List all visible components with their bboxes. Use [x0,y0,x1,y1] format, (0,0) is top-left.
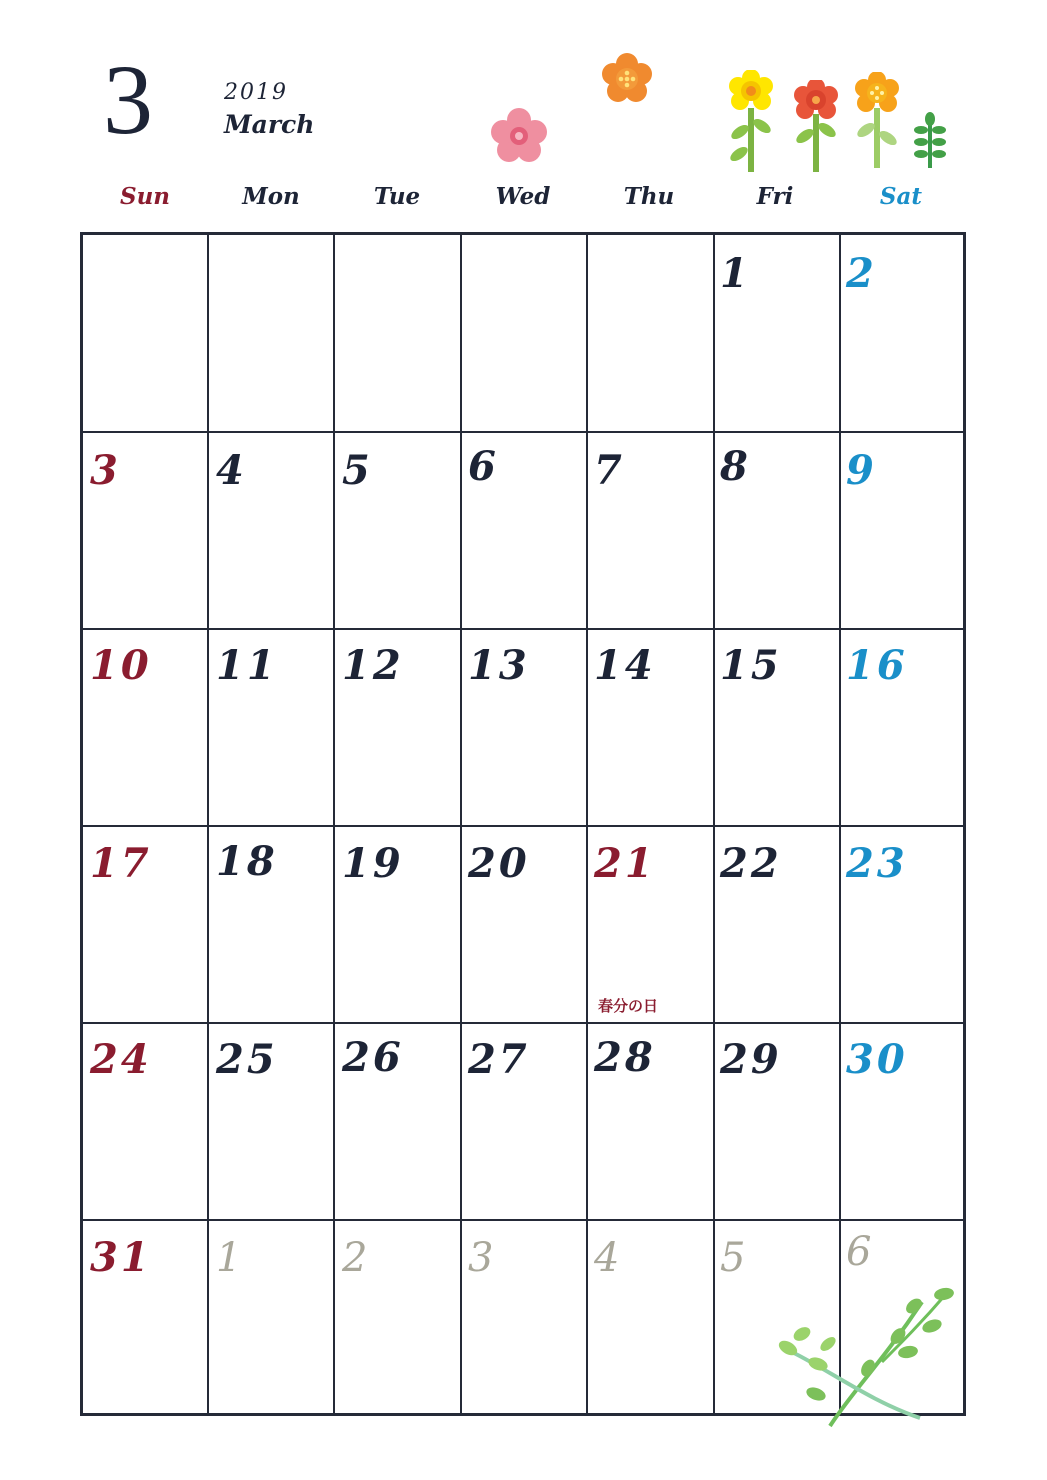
day-cell-number: 25 [216,1036,278,1083]
month-number: 3 [103,44,153,155]
day-cell-number: 14 [594,642,656,689]
weekday-wed: Wed [495,183,551,210]
day-cell-number: 15 [720,642,782,689]
pink-flower-icon [487,106,551,166]
day-cell-number: 2 [342,1235,371,1281]
day-cell-number: 6 [846,1229,875,1275]
holiday-label: 春分の日 [598,997,659,1015]
grid-divider [333,235,335,1413]
grid-divider [83,825,963,827]
day-cell-number: 17 [90,840,152,887]
day-cell-number: 19 [342,840,404,887]
day-cell-number: 23 [846,840,908,887]
day-cell-number: 13 [468,642,530,689]
vine-leaves-icon [772,1282,956,1430]
day-cell-number: 3 [468,1235,497,1281]
day-cell-number: 12 [342,642,404,689]
weekday-header [82,183,964,217]
weekday-tue: Tue [373,183,421,210]
day-cell-number: 2 [846,250,877,297]
day-cell-number: 28 [594,1034,656,1081]
day-cell-number: 1 [216,1235,245,1281]
day-cell-number: 4 [594,1235,623,1281]
day-cell-number: 24 [90,1036,152,1083]
yellow-flower-icon [726,70,776,174]
day-cell-number: 6 [468,443,499,490]
day-cell-number: 4 [216,447,247,494]
day-cell-number: 1 [720,250,751,297]
day-cell-number: 7 [594,447,625,494]
month-name: March [224,110,315,139]
day-cell-number: 22 [720,840,782,887]
day-cell-number: 11 [216,642,278,689]
grid-divider [460,235,462,1413]
grid-divider [83,1022,963,1024]
day-cell-number: 8 [720,443,751,490]
day-cell-number: 30 [846,1036,908,1083]
grid-divider [839,235,841,1413]
grid-divider [83,628,963,630]
orange-flower-icon [599,52,655,106]
day-cell-number: 18 [216,838,278,885]
day-cell-number: 5 [720,1235,749,1281]
calendar-grid [80,232,966,1416]
grid-divider [207,235,209,1413]
day-cell-number: 16 [846,642,908,689]
grid-divider [713,235,715,1413]
grid-divider [586,235,588,1413]
day-cell-number: 27 [468,1036,530,1083]
grid-divider [83,431,963,433]
day-cell-number: 31 [90,1234,152,1281]
day-cell-number: 9 [846,447,877,494]
day-cell-number: 10 [90,642,152,689]
day-cell-number: 5 [342,447,373,494]
weekday-sat: Sat [879,183,923,210]
day-cell-number: 3 [90,447,121,494]
year-label: 2019 [224,80,288,105]
grid-divider [83,1219,963,1221]
day-cell-number: 20 [468,840,530,887]
day-cell-number: 21 [594,840,656,887]
weekday-thu: Thu [623,183,675,210]
day-cell-number: 26 [342,1034,404,1081]
leaf-sprig-icon [912,112,948,168]
weekday-mon: Mon [242,183,300,210]
weekday-fri: Fri [756,183,794,210]
orange-stem-flower-icon [852,72,902,170]
day-cell-number: 29 [720,1036,782,1083]
red-flower-icon [791,80,841,174]
weekday-sun: Sun [119,183,171,210]
